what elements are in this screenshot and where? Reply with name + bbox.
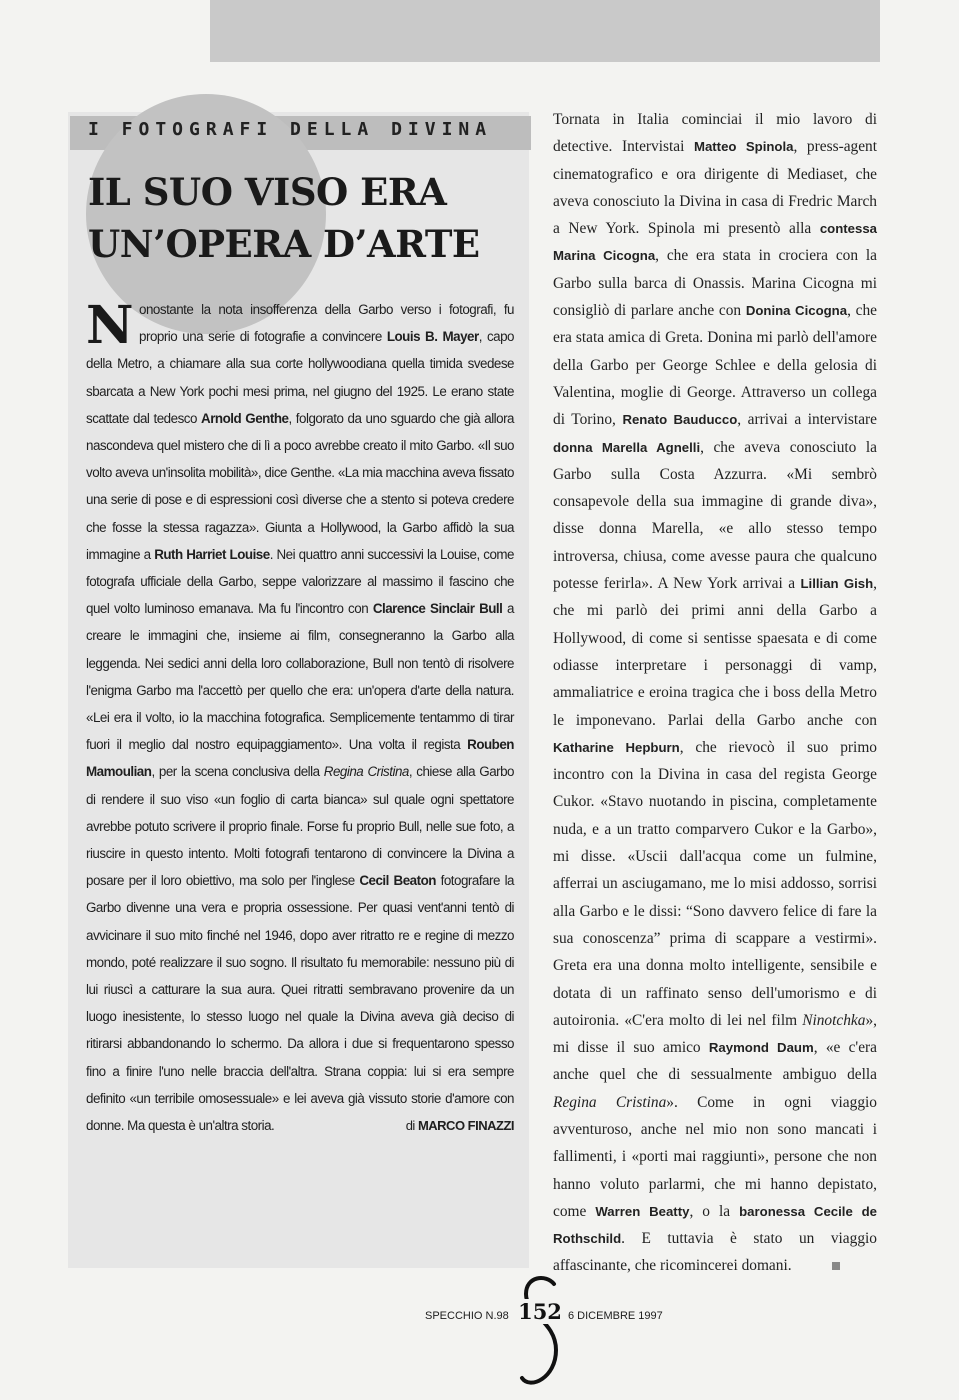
- film-title: Regina Cristina: [323, 764, 409, 780]
- text-run: , che aveva conosciuto la Garbo sulla Costa Azzurra. «Mi sembrò consapevole della sua immagine di grande diva», disse donna Marella, «e allo stesso tempo introversa, chiusa, come avesse paura che qualcuno potesse ferirla». A New York arrivai a: [553, 438, 877, 593]
- text-run: , folgorato da uno sguardo che già allora nascondeva quel mistero che di lì a poco avrebbe creato il mito Garbo. «Il suo volto aveva un'insolita mobilità», dice Genthe. «La mia macchina aveva fissato una serie di pose e di espressioni così diverse che a stento si poteva credere che fosse la stessa ragazza». Giunta a Hollywood, la Garbo affidò la sua immagine a: [86, 410, 514, 562]
- top-gray-banner: [210, 0, 880, 62]
- text-run: . E tuttavia è stato un viaggio affascinante, che ricomincerei domani.: [553, 1230, 877, 1275]
- byline: [406, 1112, 514, 1139]
- person-name: donna Marella Agnelli: [553, 439, 701, 455]
- person-name: Ruth Harriet Louise: [154, 546, 270, 562]
- person-name: Cecil Beaton: [359, 873, 436, 889]
- person-name: Lillian Gish: [800, 576, 874, 592]
- text-run: , o la: [689, 1202, 740, 1220]
- person-name: Arnold Genthe: [201, 410, 289, 426]
- person-name: baronessa Cecile de Rothschild: [553, 1203, 877, 1247]
- text-run: . Nei quattro anni successivi la Louise, come fotografa ufficiale della Garbo, seppe valorizzare al massimo il fascino che quel volto luminoso emanava. Ma fu l'incontro con: [86, 546, 515, 617]
- person-name: contessa Marina Cicogna: [553, 221, 877, 264]
- person-name: Rouben Mamoulian: [86, 737, 514, 780]
- article-headline: [88, 166, 528, 270]
- right-article-column: [553, 106, 877, 1280]
- text-run: , che era stata in crociera con la Garbo sulla barca di Onassis. Marina Cicogna mi consigliò di parlare anche con: [553, 247, 877, 320]
- film-title: Ninotchka: [802, 1011, 866, 1029]
- text-run: », mi disse il suo amico: [553, 1011, 877, 1057]
- person-name: Donina Cicogna: [745, 303, 848, 319]
- text-run: , arrivai a intervistare: [737, 411, 877, 429]
- text-run: Tornata in Italia cominciai il mio lavoro di detective. Intervistai: [553, 111, 877, 156]
- person-name: Katharine Hepburn: [553, 739, 680, 755]
- headline-line-2: UN’OPERA D’ARTE: [88, 222, 480, 266]
- magazine-s-logo: [516, 1270, 564, 1396]
- headline-line-1: IL SUO VISO ERA: [88, 170, 447, 214]
- person-name: Warren Beatty: [595, 1203, 690, 1219]
- text-run: , press-agent cinematografico e ora dirigente di Mediaset, che aveva conosciuto la Divina in casa di Fredric March a New York. Spinola mi presentò alla: [553, 138, 878, 238]
- text-run: , «e c'era anche quel che di sessualmente ambiguo della: [553, 1039, 877, 1084]
- magazine-issue: SPECCHIO N.98: [425, 1310, 509, 1322]
- page-number: 152: [518, 1299, 562, 1324]
- text-run: , capo della Metro, a chiamare alla sua corte hollywoodiana quella timida svedese sbarcata a New York pochi mesi prima, nel giugno del 1925. Le erano state scattate dal tedesco: [86, 329, 514, 426]
- text-run: , che era stata amica di Greta. Donina mi parlò dell'amore della Garbo per George Schlee e della gelosia di Valentina, moglie di George. Attraverso un collega di Torino,: [553, 302, 878, 429]
- text-run: onostante la nota insofferenza della Garbo verso i fotografi, fu proprio una serie di fotografie a convincere: [139, 302, 514, 345]
- person-name: Raymond Daum: [708, 1040, 814, 1056]
- person-name: Renato Bauducco: [622, 412, 738, 428]
- person-name: Matteo Spinola: [693, 139, 794, 155]
- section-kicker: I FOTOGRAFI DELLA DIVINA: [88, 119, 493, 140]
- author-name: MARCO FINAZZI: [417, 1118, 514, 1134]
- text-run: , che rievocò il suo primo incontro con la Divina in casa del regista George Cukor. «Stavo nuotando in piscina, completamente nuda, e a un tratto comparvero Cukor e la Garbo», mi disse. «Uscii dall'acqua come un fulmine, afferrai un asciugamano, me lo misi addosso, sorrisi alla Garbo e le dissi: “Sono davvero felice di fare la sua conoscenza” prima di scappare a vestirmi». Greta era una donna molto intelligente, sensibile e dotata di un raffinato senso dell'umorismo e di autoironia. «C'era molto di lei nel film: [553, 738, 877, 1029]
- text-run: fotografare la Garbo divenne una vera e propria ossessione. Per quasi vent'anni tentò di avvicinare il suo mito finché nel 1946, dopo aver ritratto re e regine di mezzo mondo, poté realizzare il suo sogno. Il risultato fu memorabile: nessuno più di lui riuscì a catturare la sua aura. Quei ritratti sembravano provenire da un luogo inesistente, lo stesso luogo nel quale la Divina aveva già deciso di ritirarsi abbandonando lo schermo. Da allora i due si frequentarono spesso fino a finire l'uno nelle braccia dell'altra. Strana coppia: lui si era sempre definito «un terribile omosessuale» e lei aveva già vissuto storie d'amore con donne. Ma questa è un'altra storia.: [86, 873, 514, 1134]
- person-name: Louis B. Mayer: [386, 329, 479, 345]
- person-name: Clarence Sinclair Bull: [372, 601, 503, 617]
- drop-cap: N: [86, 295, 134, 356]
- text-run: ». Come in ogni viaggio avventuroso, anche nel mio non sono mancati i fallimenti, i «porti mai raggiunti», persone che non hanno voluto parlarmi, che mi hanno depistato, come: [553, 1093, 878, 1220]
- text-run: , chiese alla Garbo di rendere il suo viso «un foglio di carta bianca» sul quale ogni spettatore avrebbe potuto scrivere il proprio finale. Forse fu proprio Bull, nelle sue foto, a riuscire in questo intento. Molti fotografi tentarono di convincere la Divina a posare per il loro obiettivo, ma solo per l'inglese: [86, 764, 514, 889]
- text-run: , per la scena conclusiva della: [151, 764, 324, 780]
- issue-date: 6 DICEMBRE 1997: [568, 1310, 663, 1322]
- text-run: , che mi parlò dei primi anni della Garbo a Hollywood, di come si sentisse spaesata e di come odiasse interpretare i personaggi di vamp, ammaliatrice e eroina tragica che i boss della Metro le imponevano. Parlai della Garbo anche con: [553, 575, 878, 729]
- left-article-column: [86, 296, 514, 1139]
- text-run: a creare le immagini che, insieme ai film, consegneranno la Garbo alla leggenda. Nei sedici anni della loro collaborazione, Bull non tentò di risolvere l'enigma Garbo ma l'accettò per quello che era: un'opera d'arte della natura. «Lei era il volto, io la macchina fotografica. Semplicemente tentammo di tirar fuori il meglio dal nostro equipaggiamento». Una volta il regista: [86, 601, 514, 753]
- end-of-article-mark: [832, 1262, 840, 1270]
- film-title: Regina Cristina: [553, 1093, 667, 1111]
- byline-prefix: di: [405, 1118, 415, 1134]
